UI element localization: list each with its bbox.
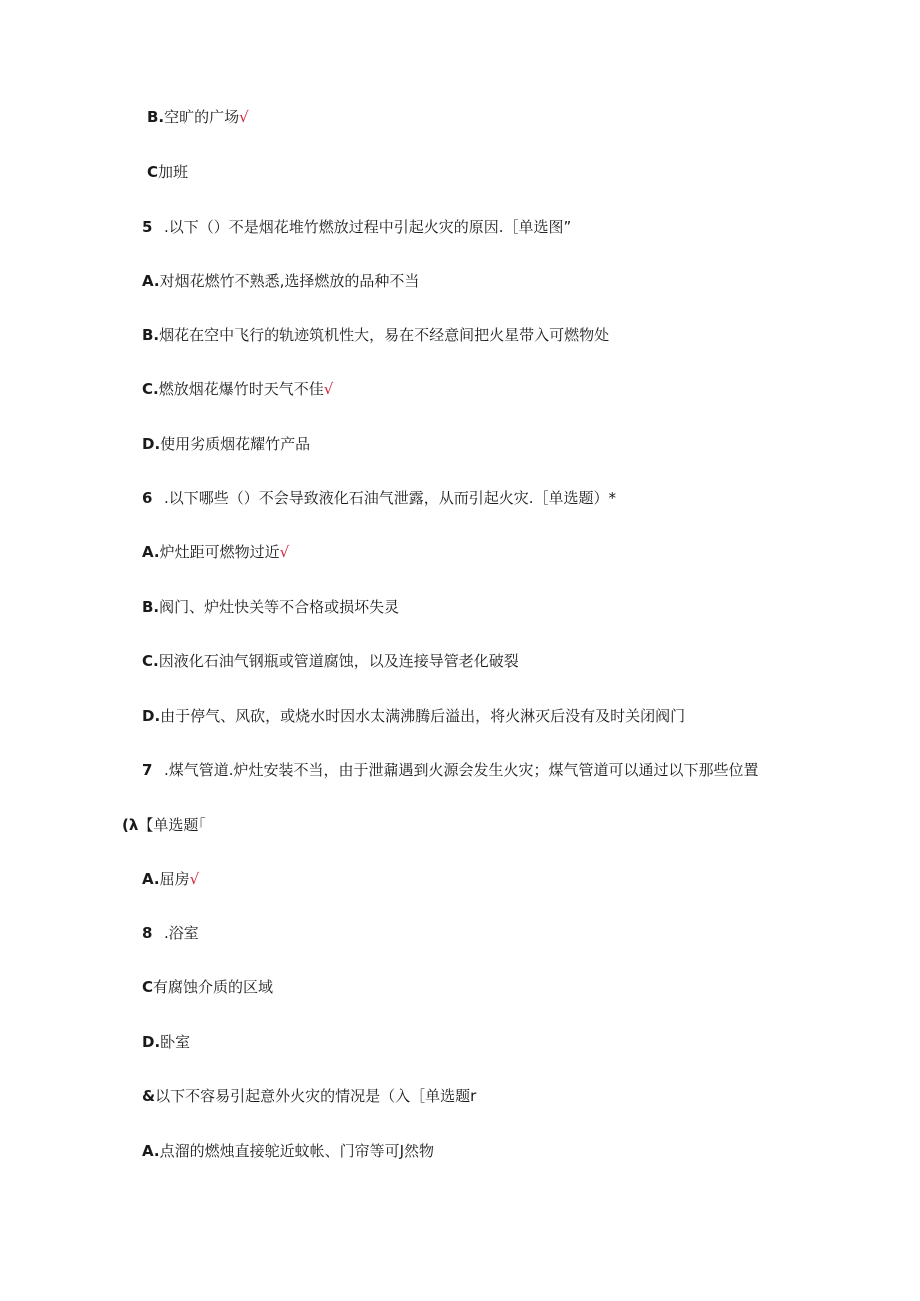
checkmark-icon: √ [239,108,249,126]
option-label: D. [142,1033,161,1051]
question-8 [142,1086,476,1106]
option-text: 阀门、炉灶快关等不合格或损坏失灵 [159,598,400,616]
option-label: C. [142,380,159,398]
question-7 [142,760,759,780]
option-label: D. [142,435,161,453]
option-a-line [142,271,419,291]
question-text: 以下不容易引起意外火灾的情况是（入［单选题r [155,1087,477,1105]
option-label: A. [142,870,160,888]
option-text: 屈房 [159,870,190,888]
question-6 [142,488,616,508]
option-label: D. [142,707,161,725]
question-type-tag: 【单选题｢ [138,816,206,834]
option-text: 对烟花燃竹不熟悉,选择燃放的品种不当 [159,272,420,290]
question-text: .煤气管道.炉灶安装不当，由于泄鼐遇到火源会发生火灾；煤气管道可以通过以下那些位置 [164,761,759,779]
question-number: & [142,1087,156,1105]
option-label: 8 [142,924,153,942]
option-b-line [142,923,199,943]
question-number: 7 [142,761,153,779]
option-b-line [147,107,249,127]
option-text: 有腐蚀介质的区域 [153,978,274,996]
option-a-line [142,1141,434,1161]
option-b-line [142,325,609,345]
option-label: B. [147,108,165,126]
option-text: .浴室 [164,924,199,942]
option-label: (λ [122,816,139,834]
question-text: .以下（）不是烟花堆竹燃放过程中引起火灾的原因.［单选图” [164,218,572,236]
option-b-line [142,597,399,617]
question-number: 5 [142,218,153,236]
option-text: 燃放烟花爆竹时天气不佳 [158,380,324,398]
option-label: A. [142,1142,160,1160]
option-label: B. [142,598,160,616]
option-c-line [142,379,333,399]
option-d-line [142,1032,190,1052]
option-c-line [142,977,273,997]
option-label: B. [142,326,160,344]
option-text: 因液化石油气钢瓶或管道腐蚀，以及连接导管老化破裂 [158,652,519,670]
option-label: C [147,163,159,181]
option-text: 卧室 [160,1033,191,1051]
option-a-line [142,869,199,889]
option-text: 点溜的燃烛直接鸵近蚊帐、门帘等可J然物 [159,1142,435,1160]
option-label: A. [142,272,160,290]
option-d-line [142,434,310,454]
option-text: 炉灶距可燃物过近 [159,543,280,561]
option-text: 由于停气、风砍，或烧水时因水太满沸腾后溢出，将火淋灭后没有及时关闭阀门 [160,707,686,725]
option-d-line [142,706,685,726]
checkmark-icon: √ [189,870,200,888]
question-5 [142,217,571,237]
option-text: 使用劣质烟花耀竹产品 [160,435,311,453]
checkmark-icon: √ [279,543,290,561]
question-7-tag [122,815,206,835]
option-a-line [142,542,289,562]
question-number: 6 [142,489,153,507]
option-label: C. [142,652,159,670]
option-c-line [147,162,188,182]
option-label: A. [142,543,160,561]
checkmark-icon: √ [323,380,334,398]
option-label: C [142,978,154,996]
option-text: 烟花在空中飞行的轨迹筑机性大，易在不经意间把火星带入可燃物处 [159,326,610,344]
option-text: 空旷的广场 [164,108,240,126]
question-text: .以下哪些（）不会导致液化石油气泄露，从而引起火灾.［单选题）* [164,489,617,507]
option-text: 加班 [158,163,189,181]
option-c-line [142,651,519,671]
